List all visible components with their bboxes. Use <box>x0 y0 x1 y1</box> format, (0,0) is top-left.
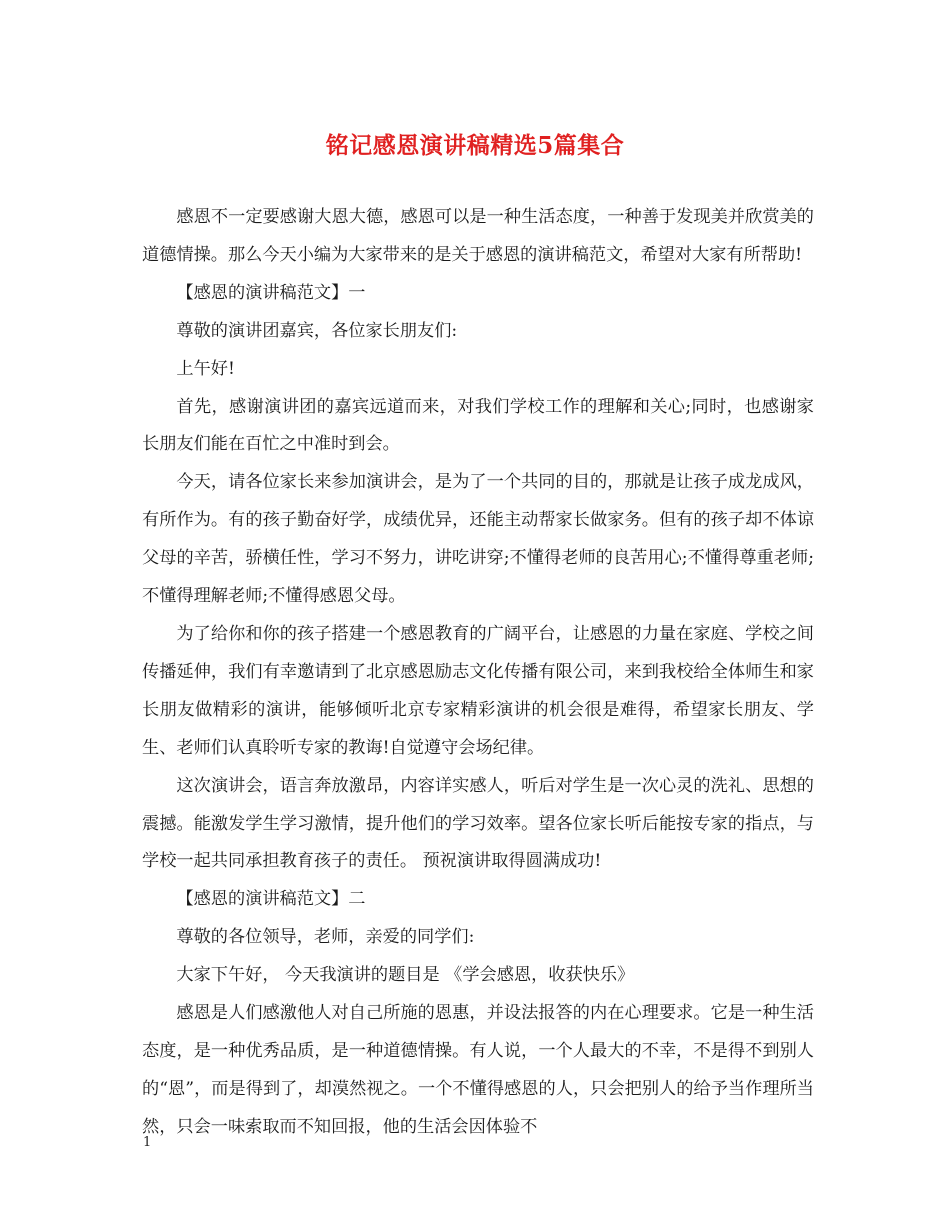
body-paragraph: 这次演讲会，语言奔放激昂，内容详实感人，听后对学生是一次心灵的洗礼、思想的震撼。能激发学生学习激情，提升他们的学习效率。望各位家长听后能按专家的指点，与学校一起共同承担教育孩子的责任。 预祝演讲取得圆满成功! <box>142 775 814 872</box>
page-number: 1 <box>143 1135 152 1150</box>
salutation-line: 上午好! <box>176 358 235 379</box>
intro-paragraph: 感恩不一定要感谢大恩大德，感恩可以是一种生活态度，一种善于发现美并欣赏美的道德情操。那么今天小编为大家带来的是关于感恩的演讲稿范文，希望对大家有所帮助! <box>142 207 814 265</box>
body-paragraph: 为了给你和你的孩子搭建一个感恩教育的广阔平台，让感恩的力量在家庭、学校之间传播延伸，我们有幸邀请到了北京感恩励志文化传播有限公司，来到我校给全体师生和家长朋友做精彩的演讲，能够倾听北京专家精彩演讲的机会很是难得，希望家长朋友、学生、老师们认真聆听专家的教诲!自觉遵守会场纪律。 <box>142 623 814 758</box>
body-paragraph: 今天，请各位家长来参加演讲会，是为了一个共同的目的，那就是让孩子成龙成风，有所作为。有的孩子勤奋好学，成绩优异，还能主动帮家长做家务。但有的孩子却不体谅父母的辛苦，骄横任性，学习不努力，讲吃讲穿;不懂得老师的良苦用心;不懂得尊重老师;不懂得理解老师;不懂得感恩父母。 <box>142 472 814 607</box>
speech-topic-line: 大家下午好， 今天我演讲的题目是 《学会感恩，收获快乐》 <box>176 965 635 986</box>
body-paragraph: 首先，感谢演讲团的嘉宾远道而来，对我们学校工作的理解和关心;同时，也感谢家长朋友们能在百忙之中准时到会。 <box>142 396 814 455</box>
section-heading-one: 【感恩的演讲稿范文】一 <box>176 282 366 303</box>
section-heading-two: 【感恩的演讲稿范文】二 <box>176 889 366 910</box>
body-paragraph: 感恩是人们感激他人对自己所施的恩惠，并设法报答的内在心理要求。它是一种生活态度，是一种优秀品质，是一种道德情操。有人说，一个人最大的不幸，不是得不到别人的“恩”，而是得到了，却漠然视之。一个不懂得感恩的人，只会把别人的给予当作理所当然，只会一味索取而不知回报，他的生活会因体验不 <box>142 1003 814 1137</box>
document-body <box>142 199 814 1147</box>
greeting-line: 尊敬的演讲团嘉宾，各位家长朋友们: <box>176 320 458 341</box>
document-title: 铭记感恩演讲稿精选5篇集合 <box>325 132 625 159</box>
greeting-line: 尊敬的各位领导，老师，亲爱的同学们: <box>176 927 475 948</box>
